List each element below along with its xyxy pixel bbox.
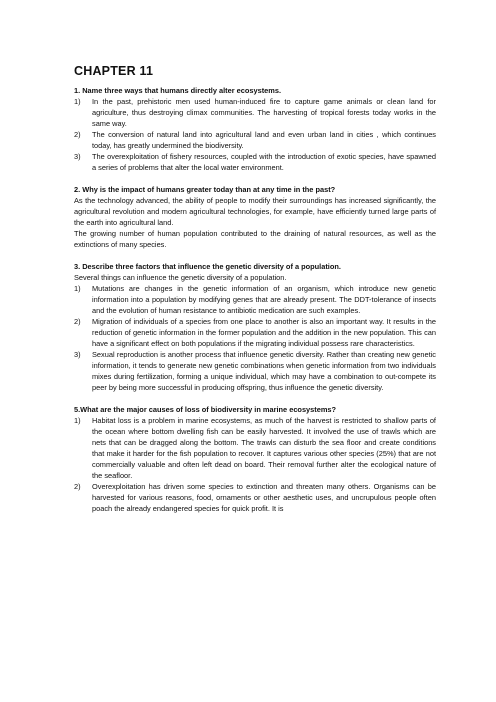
list-item <box>74 96 436 129</box>
item-number: 1) <box>74 284 81 293</box>
item-text: Habitat loss is a problem in marine ecosystems, as much of the harvest is restricted to shallow parts of the ocean where bottom dwelling fish can be easily harvested. It involved the use of trawls which are nets that can be dragged along the bottom. The trawls can disturb the sea floor and create conditions that make it harder for the fish population to recover. It captures various other species (25%) that are not commercially valuable and often left dead on board. Their removal further alter the ecological nature of the seafloor. <box>92 416 436 480</box>
question-2-title: 2. Why is the impact of humans greater today than at any time in the past? <box>74 185 336 194</box>
paragraph: As the technology advanced, the ability of people to modify their surroundings has increased significantly, the agricultural revolution and modern agricultural technologies, for example, have efficiently turned large parts of the earth into agricultural land. <box>74 196 436 227</box>
item-number: 1) <box>74 416 81 425</box>
item-number: 2) <box>74 317 81 326</box>
paragraph: Several things can influence the genetic diversity of a population. <box>74 273 287 282</box>
list-item <box>74 481 436 514</box>
list-item <box>74 283 436 316</box>
item-number: 3) <box>74 350 81 359</box>
chapter-heading: CHAPTER 11 <box>74 64 154 78</box>
question-1-title: 1. Name three ways that humans directly alter ecosystems. <box>74 86 282 95</box>
list-item <box>74 316 436 349</box>
question-5-title: 5.What are the major causes of loss of biodiversity in marine ecosystems? <box>74 405 337 414</box>
item-number: 3) <box>74 152 81 161</box>
item-text: Overexploitation has driven some species to extinction and threaten many others. Organisms can be harvested for various reasons, food, ornaments or other aesthetic uses, and uncrupulous people often poach the already endangered species for quick profit. It is <box>92 482 436 513</box>
item-text: Migration of individuals of a species from one place to another is also an important way. It results in the reduction of genetic information in the former population and the addition in the new population. This can have a significant effect on both populations if the migrating individual possess rare characteristics. <box>92 317 436 348</box>
item-number: 2) <box>74 130 81 139</box>
item-text: Mutations are changes in the genetic information of an organism, which introduce new genetic information into a population by modifying genes that are already present. The DDT-tolerance of insects and the evolution of human resistance to antibiotic medication are such examples. <box>92 284 436 315</box>
list-item <box>74 415 436 481</box>
list-item <box>74 349 436 393</box>
list-item <box>74 151 436 173</box>
item-text: Sexual reproduction is another process that influence genetic diversity. Rather than creating new genetic information, it tends to generate new genetic combinations when genetic information from two individuals mixes during fertilization, forming a unique individual, which may have a combination to out-compete its peer by being more successful in producing offspring, thus influence the genetic diversity. <box>92 350 436 392</box>
item-text: The conversion of natural land into agricultural land and even urban land in cities , which continues today, has greatly undermined the biodiversity. <box>92 130 436 150</box>
list-item <box>74 129 436 151</box>
item-number: 1) <box>74 97 81 106</box>
paragraph: The growing number of human population contributed to the draining of natural resources, as well as the extinctions of many species. <box>74 229 436 249</box>
item-number: 2) <box>74 482 81 491</box>
question-3-title: 3. Describe three factors that influence the genetic diversity of a population. <box>74 262 341 271</box>
item-text: In the past, prehistoric men used human-induced fire to capture game animals or clean land for agriculture, thus destroying climax communities. The harvesting of tropical forests today works in the same way. <box>92 97 436 128</box>
item-text: The overexploitation of fishery resources, coupled with the introduction of exotic species, have spawned a series of problems that alter the local water environment. <box>92 152 436 172</box>
